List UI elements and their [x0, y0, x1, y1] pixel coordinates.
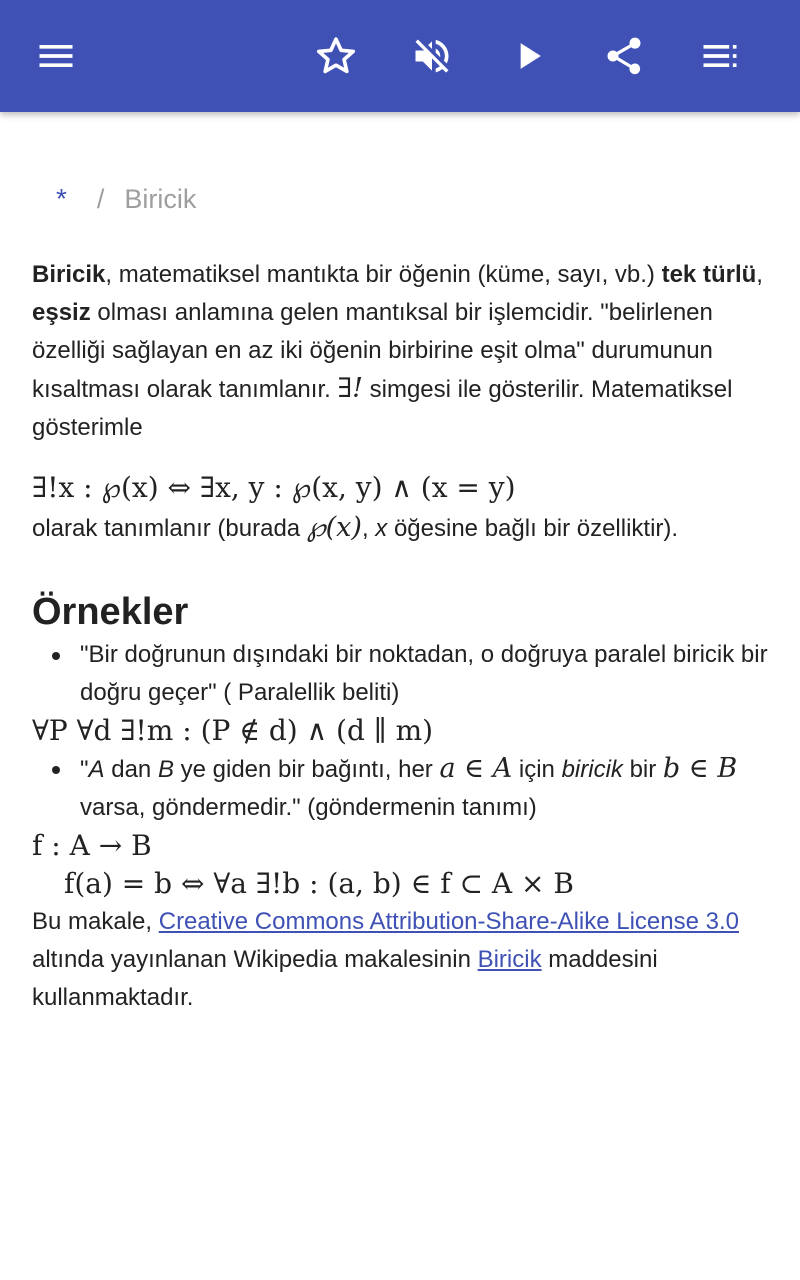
- intro-paragraph: Biricik, matematiksel mantıkta bir öğenin (küme, sayı, vb.) tek türlü, eşsiz olması anlamına gelen mantıksal bir işlemcidir. "belirlenen özelliği sağlayan en az iki öğenin birbirine eşit olma" durumunun kısaltması olarak tanımlanır. ∃! simgesi ile gösterilir. Matematiksel gösterimle: [32, 261, 763, 441]
- license-link[interactable]: Creative Commons Attribution-Share-Alike License 3.0: [158, 908, 739, 935]
- app-bar: [0, 0, 800, 112]
- license-paragraph: Bu makale, Creative Commons Attribution-Share-Alike License 3.0 altında yayınlanan Wikipedia makalesinin Biricik maddesini kullanmaktadır.: [32, 908, 739, 1011]
- share-icon: [602, 34, 646, 78]
- unique-symbol: ∃!: [337, 373, 363, 404]
- article-content: [32, 256, 772, 1017]
- list-item: "Bir doğrunun dışındaki bir noktadan, o doğruya paralel biricik bir doğru geçer" ( Paralellik beliti): [32, 636, 772, 712]
- source-article-link[interactable]: Biricik: [477, 946, 542, 973]
- share-button[interactable]: [600, 32, 648, 80]
- examples-list-2: [32, 750, 772, 827]
- mute-button[interactable]: [408, 32, 456, 80]
- menu-icon: [34, 34, 78, 78]
- list-item: "A dan B ye giden bir bağıntı, her a ∈ A için biricik bir b ∈ B varsa, göndermedir." (göndermenin tanımı): [32, 750, 772, 827]
- definition-formula: ∃!x : ℘(x) ⇔ ∃x, y : ℘(x, y) ∧ (x = y): [32, 471, 516, 504]
- menu-button[interactable]: [32, 32, 80, 80]
- list-icon: [698, 34, 742, 78]
- breadcrumb-current: Biricik: [124, 183, 197, 214]
- breadcrumb: [56, 182, 196, 216]
- breadcrumb-separator: /: [96, 183, 105, 214]
- examples-list: [32, 636, 772, 712]
- section-heading: Örnekler: [32, 591, 189, 633]
- play-icon: [506, 34, 550, 78]
- example1-formula: ∀P ∀d ∃!m : (P ∉ d) ∧ (d ∥ m): [32, 714, 434, 747]
- star-icon: [314, 34, 358, 78]
- favorite-button[interactable]: [312, 32, 360, 80]
- definition-text: olarak tanımlanır (burada ℘(x), x öğesine bağlı bir özelliktir).: [32, 512, 679, 543]
- breadcrumb-home[interactable]: *: [56, 183, 67, 214]
- play-button[interactable]: [504, 32, 552, 80]
- volume-off-icon: [410, 34, 454, 78]
- example2-formula-2: f(a) = b ⇔ ∀a ∃!b : (a, b) ∈ f ⊂ A × B: [64, 867, 574, 900]
- example2-formula-1: f : A → B: [32, 829, 152, 862]
- contents-button[interactable]: [696, 32, 744, 80]
- intro-term: Biricik: [32, 261, 106, 288]
